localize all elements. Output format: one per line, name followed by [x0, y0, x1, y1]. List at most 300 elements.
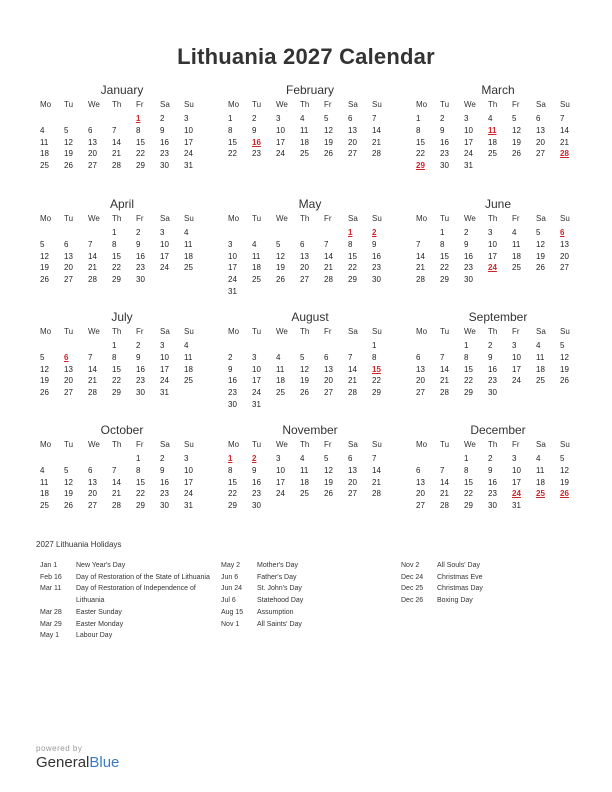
day-cell: 4	[300, 114, 305, 123]
day-cell: 16	[228, 376, 237, 386]
day-cell: 28	[440, 501, 449, 511]
weekday-header: Su	[560, 214, 570, 223]
holiday-name: New Year's Day	[76, 562, 126, 569]
day-cell: 7	[416, 239, 421, 249]
day-cell: 19	[512, 137, 521, 147]
holiday-day-cell: 26	[560, 489, 569, 499]
day-cell: 7	[112, 465, 117, 475]
day-cell: 27	[88, 161, 97, 171]
holiday-date: Aug 15	[221, 608, 244, 616]
holiday-item	[221, 572, 393, 584]
day-cell: 12	[536, 239, 545, 249]
weekday-header: Tu	[64, 440, 74, 449]
day-cell: 9	[228, 364, 233, 374]
day-cell: 29	[136, 161, 145, 171]
day-cell: 7	[372, 114, 377, 123]
day-cell: 25	[40, 501, 49, 511]
weekday-header: Mo	[40, 100, 52, 109]
day-cell: 30	[228, 399, 237, 409]
day-cell: 5	[276, 239, 281, 249]
day-cell: 24	[160, 263, 169, 273]
day-cell: 30	[160, 501, 169, 511]
day-cell: 3	[160, 341, 165, 350]
holiday-name: Christmas Day	[437, 585, 483, 593]
day-cell: 3	[488, 228, 493, 237]
day-cell: 25	[300, 489, 309, 499]
day-cell: 12	[276, 251, 285, 261]
day-cell: 4	[536, 341, 541, 350]
day-cell: 22	[228, 149, 237, 159]
month-grid	[226, 326, 394, 411]
day-cell: 24	[276, 489, 285, 499]
day-cell: 11	[536, 352, 545, 362]
holiday-item	[401, 595, 573, 607]
day-cell: 9	[440, 125, 445, 135]
day-cell: 31	[512, 501, 521, 511]
holiday-date: Jun 6	[221, 573, 239, 581]
day-cell: 11	[512, 239, 521, 249]
day-cell: 29	[440, 275, 449, 285]
day-cell: 28	[112, 501, 121, 511]
weekday-header: Fr	[136, 440, 144, 449]
weekday-header: We	[88, 214, 100, 223]
day-cell: 7	[88, 352, 93, 362]
holiday-item	[221, 607, 393, 619]
day-cell: 12	[64, 477, 73, 487]
day-cell: 29	[348, 275, 357, 285]
day-cell: 6	[88, 465, 93, 475]
day-cell: 7	[112, 125, 117, 135]
day-cell: 16	[464, 251, 473, 261]
empty-cell	[346, 340, 370, 352]
weekday-header: We	[88, 327, 100, 336]
day-cell: 13	[416, 477, 425, 487]
weekday-header: Mo	[416, 100, 428, 109]
month-name: September	[468, 310, 528, 324]
day-cell: 15	[112, 364, 121, 374]
month-grid	[226, 99, 394, 160]
day-cell: 21	[88, 376, 97, 386]
weekday-header: We	[464, 100, 476, 109]
day-cell: 3	[184, 454, 189, 463]
day-cell: 6	[348, 114, 353, 123]
day-cell: 28	[372, 149, 381, 159]
weekday-header: Tu	[440, 327, 450, 336]
empty-cell	[62, 227, 86, 239]
month-name: February	[285, 83, 335, 97]
holiday-day-cell: 15	[372, 364, 381, 374]
day-cell: 3	[464, 114, 469, 123]
weekday-header: Tu	[252, 327, 262, 336]
day-cell: 10	[512, 352, 521, 362]
month-name: April	[109, 197, 134, 211]
day-cell: 28	[88, 275, 97, 285]
weekday-header: Tu	[64, 327, 74, 336]
day-cell: 16	[136, 251, 145, 261]
brand-logo	[36, 744, 119, 771]
day-cell: 21	[324, 263, 333, 273]
day-cell: 2	[160, 114, 165, 123]
day-cell: 2	[488, 454, 493, 463]
day-cell: 8	[112, 352, 117, 362]
day-cell: 30	[136, 275, 145, 285]
day-cell: 28	[112, 161, 121, 171]
month-february	[226, 82, 394, 160]
day-cell: 18	[184, 251, 193, 261]
day-cell: 12	[300, 364, 309, 374]
day-cell: 8	[136, 465, 141, 475]
holiday-name: Labour Day	[76, 632, 113, 640]
day-cell: 14	[560, 125, 569, 135]
weekday-header: Mo	[228, 100, 240, 109]
day-cell: 19	[40, 263, 49, 273]
day-cell: 15	[464, 477, 473, 487]
day-cell: 25	[276, 388, 285, 398]
weekday-header: Sa	[160, 214, 170, 223]
day-cell: 27	[416, 501, 425, 511]
holiday-item	[401, 560, 573, 572]
day-cell: 11	[300, 465, 309, 475]
day-cell: 24	[184, 149, 193, 159]
day-cell: 7	[324, 239, 329, 249]
day-cell: 16	[136, 364, 145, 374]
weekday-header: Fr	[512, 100, 520, 109]
empty-cell	[414, 340, 438, 352]
day-cell: 17	[276, 137, 285, 147]
day-cell: 30	[136, 388, 145, 398]
day-cell: 22	[348, 263, 357, 273]
holiday-date: Nov 1	[221, 620, 240, 628]
day-cell: 24	[512, 376, 521, 386]
day-cell: 9	[488, 465, 493, 475]
month-grid	[414, 213, 582, 286]
day-cell: 27	[64, 275, 73, 285]
day-cell: 8	[348, 239, 353, 249]
day-cell: 25	[184, 263, 193, 273]
day-cell: 21	[372, 477, 381, 487]
day-cell: 27	[560, 263, 569, 273]
month-name: May	[298, 197, 322, 211]
day-cell: 19	[276, 263, 285, 273]
day-cell: 26	[300, 388, 309, 398]
month-september	[414, 309, 582, 399]
weekday-header: We	[276, 327, 288, 336]
day-cell: 18	[512, 251, 521, 261]
day-cell: 30	[160, 161, 169, 171]
weekday-header: Mo	[416, 327, 428, 336]
day-cell: 24	[184, 489, 193, 499]
weekday-header: Th	[300, 327, 310, 336]
day-cell: 14	[440, 477, 449, 487]
day-cell: 22	[112, 376, 121, 386]
holiday-date: Nov 2	[401, 562, 420, 569]
day-cell: 1	[112, 228, 117, 237]
empty-cell	[274, 340, 298, 352]
day-cell: 13	[536, 125, 545, 135]
day-cell: 17	[488, 251, 497, 261]
holiday-item	[40, 572, 212, 584]
empty-cell	[274, 227, 298, 239]
day-cell: 22	[136, 149, 145, 159]
day-cell: 5	[40, 352, 45, 362]
day-cell: 25	[40, 161, 49, 171]
day-cell: 6	[348, 454, 353, 463]
day-cell: 18	[40, 149, 49, 159]
day-cell: 22	[464, 489, 473, 499]
holiday-item	[40, 619, 212, 631]
day-cell: 8	[440, 239, 445, 249]
weekday-header: Th	[112, 327, 122, 336]
day-cell: 4	[276, 352, 281, 362]
day-cell: 29	[464, 388, 473, 398]
day-cell: 8	[372, 352, 377, 362]
day-cell: 2	[136, 228, 141, 237]
day-cell: 13	[88, 137, 97, 147]
day-cell: 25	[300, 149, 309, 159]
weekday-header: Mo	[40, 327, 52, 336]
day-cell: 20	[88, 149, 97, 159]
day-cell: 23	[440, 149, 449, 159]
day-cell: 23	[372, 263, 381, 273]
day-cell: 8	[416, 125, 421, 135]
day-cell: 3	[184, 114, 189, 123]
empty-cell	[414, 227, 438, 239]
day-cell: 23	[488, 376, 497, 386]
day-cell: 24	[160, 376, 169, 386]
weekday-header: Th	[300, 100, 310, 109]
holidays-title: 2027 Lithuania Holidays	[36, 540, 122, 549]
empty-cell	[298, 227, 322, 239]
holiday-day-cell: 2	[372, 228, 377, 237]
day-cell: 29	[228, 501, 237, 511]
day-cell: 18	[252, 263, 261, 273]
month-name: January	[100, 83, 144, 97]
weekday-header: Tu	[252, 100, 262, 109]
day-cell: 22	[372, 376, 381, 386]
day-cell: 14	[88, 364, 97, 374]
day-cell: 29	[112, 388, 121, 398]
empty-cell	[226, 227, 250, 239]
day-cell: 25	[512, 263, 521, 273]
weekday-header: Th	[488, 214, 498, 223]
day-cell: 26	[324, 489, 333, 499]
day-cell: 31	[184, 161, 193, 171]
weekday-header: Th	[488, 100, 498, 109]
weekday-header: Th	[112, 214, 122, 223]
day-cell: 19	[300, 376, 309, 386]
day-cell: 22	[416, 149, 425, 159]
day-cell: 24	[228, 275, 237, 285]
weekday-header: We	[464, 440, 476, 449]
day-cell: 10	[252, 364, 261, 374]
weekday-header: We	[276, 440, 288, 449]
day-cell: 6	[88, 125, 93, 135]
day-cell: 13	[300, 251, 309, 261]
day-cell: 8	[464, 465, 469, 475]
day-cell: 21	[112, 489, 121, 499]
holiday-day-cell: 24	[512, 489, 521, 499]
holiday-name: Christmas Eve	[437, 573, 483, 581]
day-cell: 27	[64, 388, 73, 398]
month-april	[38, 196, 206, 286]
weekday-header: We	[276, 214, 288, 223]
day-cell: 3	[160, 228, 165, 237]
day-cell: 6	[300, 239, 305, 249]
day-cell: 16	[488, 477, 497, 487]
day-cell: 17	[252, 376, 261, 386]
day-cell: 8	[464, 352, 469, 362]
empty-cell	[414, 453, 438, 465]
day-cell: 20	[300, 263, 309, 273]
day-cell: 16	[252, 477, 261, 487]
day-cell: 13	[416, 364, 425, 374]
brand-blue: Blue	[89, 754, 120, 771]
day-cell: 17	[184, 477, 193, 487]
day-cell: 5	[300, 352, 305, 362]
day-cell: 19	[64, 149, 73, 159]
day-cell: 9	[464, 239, 469, 249]
day-cell: 30	[440, 161, 449, 171]
day-cell: 18	[276, 376, 285, 386]
day-cell: 9	[136, 352, 141, 362]
day-cell: 18	[536, 364, 545, 374]
weekday-header: Sa	[348, 327, 358, 336]
day-cell: 18	[184, 364, 193, 374]
empty-cell	[438, 340, 462, 352]
day-cell: 24	[252, 388, 261, 398]
weekday-header: Tu	[252, 214, 262, 223]
day-cell: 9	[160, 465, 165, 475]
day-cell: 14	[348, 364, 357, 374]
holiday-item	[221, 619, 393, 631]
day-cell: 7	[348, 352, 353, 362]
holiday-day-cell: 1	[348, 228, 353, 237]
day-cell: 6	[416, 465, 421, 475]
day-cell: 23	[464, 263, 473, 273]
day-cell: 11	[184, 352, 193, 362]
day-cell: 23	[160, 489, 169, 499]
month-october	[38, 422, 206, 512]
weekday-header: Th	[112, 100, 122, 109]
day-cell: 20	[416, 376, 425, 386]
holiday-date: Dec 26	[401, 597, 424, 605]
weekday-header: Th	[300, 214, 310, 223]
day-cell: 14	[112, 137, 121, 147]
day-cell: 28	[88, 388, 97, 398]
weekday-header: We	[464, 214, 476, 223]
month-june	[414, 196, 582, 286]
day-cell: 14	[440, 364, 449, 374]
month-name: June	[484, 197, 512, 211]
day-cell: 15	[228, 477, 237, 487]
day-cell: 12	[512, 125, 521, 135]
month-november	[226, 422, 394, 512]
holiday-name: Assumption	[257, 608, 294, 616]
weekday-header: Su	[372, 214, 382, 223]
day-cell: 5	[536, 228, 541, 237]
day-cell: 31	[184, 501, 193, 511]
month-march	[414, 82, 582, 172]
empty-cell	[86, 227, 110, 239]
holiday-item	[401, 572, 573, 584]
month-name: November	[282, 423, 338, 437]
holiday-item	[40, 607, 212, 619]
day-cell: 7	[88, 239, 93, 249]
day-cell: 22	[464, 376, 473, 386]
day-cell: 24	[464, 149, 473, 159]
day-cell: 4	[300, 454, 305, 463]
day-cell: 16	[372, 251, 381, 261]
day-cell: 27	[324, 388, 333, 398]
day-cell: 17	[160, 364, 169, 374]
day-cell: 12	[560, 352, 569, 362]
weekday-header: Su	[184, 440, 194, 449]
empty-cell	[438, 453, 462, 465]
day-cell: 20	[536, 137, 545, 147]
day-cell: 18	[300, 477, 309, 487]
day-cell: 4	[488, 114, 493, 123]
holiday-column	[40, 560, 212, 642]
day-cell: 28	[324, 275, 333, 285]
day-cell: 21	[88, 263, 97, 273]
day-cell: 19	[64, 489, 73, 499]
day-cell: 29	[112, 275, 121, 285]
month-may	[226, 196, 394, 298]
day-cell: 3	[228, 239, 233, 249]
day-cell: 14	[372, 125, 381, 135]
day-cell: 20	[416, 489, 425, 499]
weekday-header: Sa	[160, 327, 170, 336]
day-cell: 30	[464, 275, 473, 285]
day-cell: 13	[348, 125, 357, 135]
holiday-date: Dec 25	[401, 585, 424, 593]
day-cell: 18	[488, 137, 497, 147]
day-cell: 11	[40, 137, 49, 147]
day-cell: 4	[536, 454, 541, 463]
day-cell: 9	[488, 352, 493, 362]
day-cell: 20	[88, 489, 97, 499]
day-cell: 27	[416, 388, 425, 398]
day-cell: 23	[252, 489, 261, 499]
day-cell: 2	[464, 228, 469, 237]
day-cell: 5	[40, 239, 45, 249]
empty-cell	[86, 113, 110, 125]
day-cell: 27	[536, 149, 545, 159]
day-cell: 5	[64, 125, 69, 135]
day-cell: 25	[252, 275, 261, 285]
weekday-header: Sa	[536, 214, 546, 223]
day-cell: 31	[160, 388, 169, 398]
powered-by-text: powered by	[36, 744, 83, 753]
weekday-header: We	[276, 100, 288, 109]
day-cell: 21	[348, 376, 357, 386]
holiday-date: Mar 28	[40, 608, 62, 616]
day-cell: 12	[40, 364, 49, 374]
holiday-day-cell: 16	[252, 137, 261, 147]
day-cell: 16	[440, 137, 449, 147]
holiday-name: St. John's Day	[257, 585, 302, 593]
holiday-day-cell: 2	[252, 454, 257, 463]
month-name: December	[470, 423, 526, 437]
day-cell: 31	[464, 161, 473, 171]
day-cell: 16	[160, 137, 169, 147]
day-cell: 8	[228, 465, 233, 475]
holiday-name: Day of Restoration of the State of Lithuania	[76, 573, 210, 581]
month-grid	[38, 99, 206, 172]
day-cell: 26	[64, 161, 73, 171]
day-cell: 26	[64, 501, 73, 511]
day-cell: 4	[252, 239, 257, 249]
